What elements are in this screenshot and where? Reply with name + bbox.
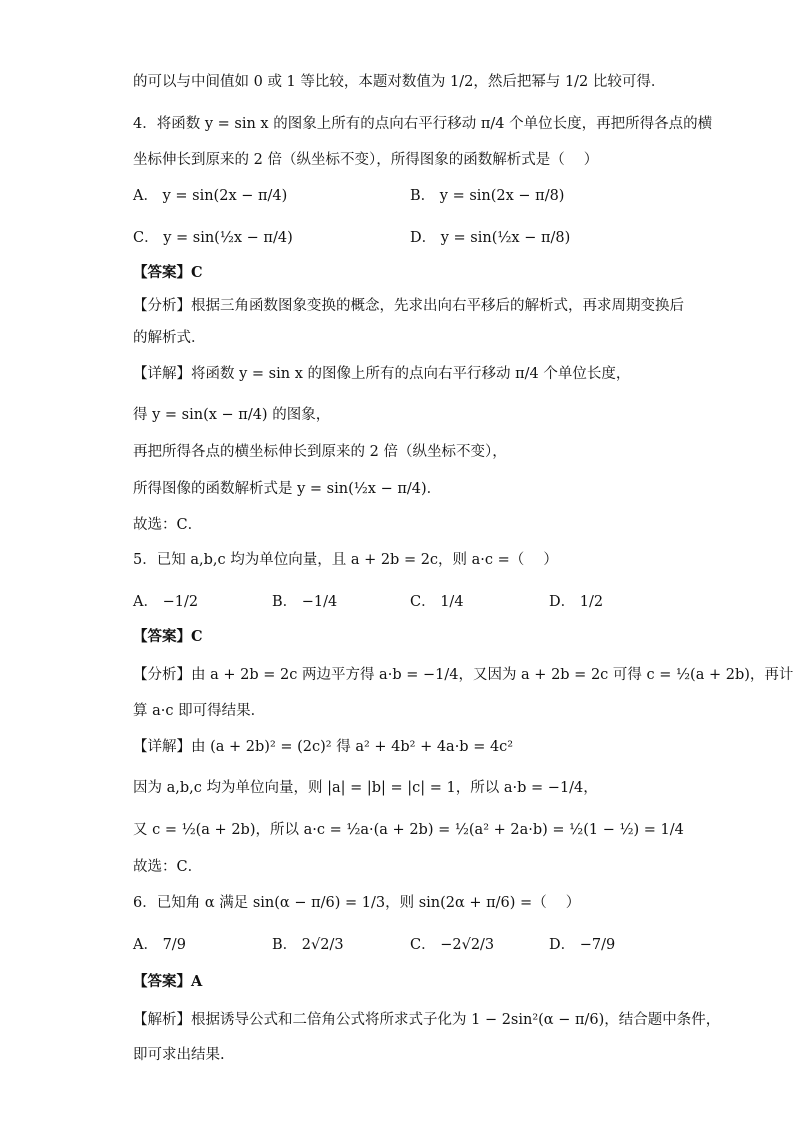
question-6-option-c: C． −2√2/3: [410, 937, 495, 953]
question-4-analysis: 【分析】根据三角函数图象变换的概念，先求出向右平移后的解析式，再求周期变换后: [133, 298, 684, 314]
question-6-stem: 6．已知角 α 满足 sin(α − π/6) = 1/3，则 sin(2α + π/6) =（ ）: [133, 895, 581, 911]
question-5-detail-2: 因为 a,b,c 均为单位向量，则 |a| = |b| = |c| = 1，所以 a·b = −1/4，: [133, 780, 598, 796]
question-4-detail: 【详解】将函数 y = sin x 的图像上所有的点向右平行移动 π/4 个单位长度，: [133, 366, 631, 382]
question-4-detail-4: 所得图像的函数解析式是 y = sin(½x − π/4)．: [133, 481, 442, 497]
question-6-answer: 【答案】A: [133, 973, 203, 990]
question-6-solution: 【解析】根据诱导公式和二倍角公式将所求式子化为 1 − 2sin²(α − π/6)，结合题中条件，: [133, 1012, 721, 1028]
question-5-analysis: 【分析】由 a + 2b = 2c 两边平方得 a·b = −1/4，又因为 a + 2b = 2c 可得 c = ½(a + 2b)，再计: [133, 667, 794, 683]
question-5-option-c: C． 1/4: [410, 594, 464, 610]
question-5-option-d: D． 1/2: [549, 594, 604, 610]
question-6-option-d: D． −7/9: [549, 937, 616, 953]
question-4-detail-3: 再把所得各点的横坐标伸长到原来的 2 倍（纵坐标不变），: [133, 444, 507, 460]
question-4-selection: 故选：C．: [133, 517, 203, 533]
question-4-analysis-cont: 的解析式．: [133, 330, 206, 346]
question-5-option-b: B． −1/4: [272, 594, 338, 610]
question-5-option-a: A． −1/2: [133, 594, 199, 610]
question-4-option-b: B． y = sin(2x − π/8): [410, 188, 565, 204]
question-5-stem: 5．已知 a,b,c 均为单位向量，且 a + 2b = 2c，则 a·c =（ ）: [133, 552, 558, 568]
question-6-solution-cont: 即可求出结果.: [133, 1047, 225, 1063]
question-6-option-a: A． 7/9: [133, 937, 186, 953]
question-4-option-a: A． y = sin(2x − π/4): [133, 188, 288, 204]
question-4-stem-cont: 坐标伸长到原来的 2 倍（纵坐标不变），所得图象的函数解析式是（ ）: [133, 152, 599, 168]
question-4-answer: 【答案】C: [133, 264, 203, 281]
question-4-option-d: D． y = sin(½x − π/8): [410, 230, 571, 246]
question-5-detail: 【详解】由 (a + 2b)² = (2c)² 得 a² + 4b² + 4a·b = 4c²: [133, 739, 514, 755]
question-6-option-b: B． 2√2/3: [272, 937, 344, 953]
text-line: 的可以与中间值如 0 或 1 等比较，本题对数值为 1/2，然后把幂与 1/2 比较可得．: [133, 74, 666, 90]
question-4-stem: 4．将函数 y = sin x 的图象上所有的点向右平行移动 π/4 个单位长度，再把所得各点的横: [133, 116, 713, 132]
question-4-option-c: C． y = sin(½x − π/4): [133, 230, 293, 246]
question-5-analysis-cont: 算 a·c 即可得结果．: [133, 703, 266, 719]
question-4-detail-2: 得 y = sin(x − π/4) 的图象，: [133, 407, 331, 423]
question-5-detail-3: 又 c = ½(a + 2b)，所以 a·c = ½a·(a + 2b) = ½(a² + 2a·b) = ½(1 − ½) = 1/4: [133, 822, 684, 838]
question-5-selection: 故选：C．: [133, 859, 203, 875]
question-5-answer: 【答案】C: [133, 628, 203, 645]
